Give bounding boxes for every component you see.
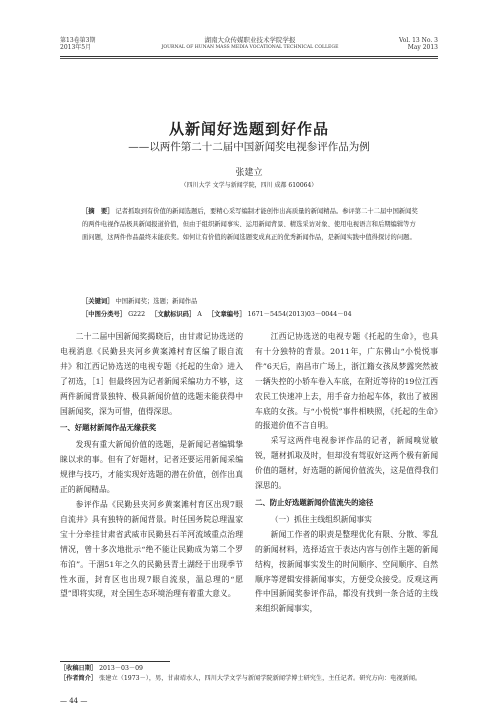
author-affiliation: （四川大学 文学与新闻学院，四川 成都 610064） — [180, 182, 318, 189]
header-rule — [60, 56, 438, 57]
clc-label: ［中图分类号］ — [82, 311, 127, 318]
footnote — [60, 664, 440, 683]
section-heading-1: 一、好题材新闻作品无缘获奖 — [60, 423, 157, 433]
footnote-rule — [60, 661, 170, 662]
paragraph: 二十二届中国新闻奖揭晓后，由甘肃记协选送的电视消息《民勤县夹河乡黄案滩村育区编了眼自流井》和江西记协选送的电视专题《托起的生命》进入了初选，［1］但最终因为记者新闻采编功力不够，这两件新闻背景独特、极具新闻价值的选题未能获得中国新闻奖，深为可惜，值得深思。 — [60, 332, 243, 416]
keywords — [82, 295, 420, 308]
author-name: 张建立 — [235, 168, 263, 178]
author-bio-line — [60, 674, 440, 684]
journal-issue-left — [60, 37, 95, 51]
author-bio: 张建立（1973－），男，甘肃靖水人，四川大学文学与新闻学院新闻学博士研究生，主任记者。研究方向：电视新闻。 — [99, 674, 422, 682]
article-subtitle: ——以两件第二十二届中国新闻奖电视参评作品为例 — [128, 141, 370, 153]
journal-name-block — [150, 37, 350, 51]
publication-date-en: May 2013 — [407, 44, 438, 51]
bio-label: ［作者简介］ — [60, 674, 98, 682]
page-number: — 44 — — [60, 697, 88, 705]
abstract-text: 记者抓取到有价值的新闻选题后，要精心采写编制才能创作出高质量的新闻精品。参评第二十二届中国新闻奖的两件电视作品极具新闻报道价值，但由于组织新闻事实、运用新闻背景、精选采访对象、使用电视语言和后期编辑等方面问题，这两件作品最终未能获奖。如何让有价值的新闻选题变成真正的优秀新闻作品，是新闻实践中值得探讨的问题。 — [82, 208, 418, 241]
classification-line — [82, 308, 420, 321]
body-column-left — [60, 330, 243, 602]
header-rule-thin — [60, 58, 438, 59]
received-date-line — [60, 664, 440, 674]
keywords-label: ［关键词］ — [82, 298, 114, 305]
section-heading-2: 二、防止好选题新闻价值流失的途径 — [255, 497, 374, 507]
clc-value: G222 — [128, 311, 146, 318]
volume-issue: 第13卷第3期 — [60, 37, 96, 44]
doc-value: A — [197, 311, 202, 318]
doc-label: ［文献标识码］ — [151, 311, 196, 318]
article-title: 从新闻好选题到好作品 — [168, 120, 329, 138]
journal-issue-right — [399, 37, 438, 51]
received-label: ［收稿日期］ — [60, 665, 98, 672]
paragraph: 采写这两件电视参评作品的记者，新闻嗅觉敏锐，题材抓取及时，但却没有驾驭好这两个极有新闻价值的题材，好选题的新闻价值流失，这是值得我们深思的。 — [255, 436, 438, 491]
abstract-label: ［摘 要］ — [82, 208, 114, 215]
article-id-value: 1671－5454(2013)03－0044－04 — [247, 311, 352, 318]
paragraph: 参评作品《民勤县夹河乡黄案滩村育区出现7眼自流井》具有独特的新闻背景。时任国务院总理温家宝十分牵挂甘肃省武威市民勤县石羊河流域重点治理情况，曾十多次地批示“绝不能让民勤成为第二个罗布泊”。干涸51年之久的民勤县青土湖经于出现季节性水面，封育区也出现7眼自流泉，温总理的“愿望”即将实现，对全国生态环境治理有着重大意义。 — [60, 499, 243, 599]
publication-date: 2013年5月 — [60, 44, 92, 51]
article-id-label: ［文章编号］ — [207, 311, 246, 318]
body-column-right — [255, 330, 438, 617]
paragraph: 发现有重大新闻价值的选题，是新闻记者编辑挚睐以求的事。但有了好题材，记者还要运用新闻采编规律与技巧，才能实现好选题的潜在价值，创作出真正的新闻精品。 — [60, 440, 243, 495]
paragraph: 江西记协选送的电视专题《托起的生命》，也具有十分独特的背景。2011年，广东佛山“小悦悦事件”6天后，南昌市广场上，浙江籍女孩凤梦露突然被一辆失控的小轿车卷入车底，在附近等待的19位江西农民工快速冲上去，用手奋力抬起车体，救出了被困车底的女孩。与“小悦悦”事件相映照，《托起的生命》的报道价值不言自明。 — [255, 332, 438, 431]
received-date: 2013－03－09 — [99, 665, 143, 672]
journal-name-cn: 湖南大众传媒职业技术学院学报 — [204, 36, 296, 44]
paragraph: 新闻工作者的职责是整理优化有限、分散、零乱的新闻材料，选择适宜于表达内容与创作主题的新闻结构，按新闻事实发生的时间顺序、空间顺序、自然顺序等逻辑安排新闻事实，方便受众接受。反观这两件中国新闻奖参评作品，都没有找到一条合适的主线来组织新闻事实， — [255, 529, 438, 614]
journal-name-en: JOURNAL OF HUNAN MASS MEDIA VOCATIONAL TECHNICAL COLLEGE — [161, 45, 339, 50]
subsection-heading-1: （一）抓住主线组织新闻事实 — [270, 514, 372, 524]
abstract — [82, 206, 420, 244]
keywords-text: 中国新闻奖；选题；新闻作品 — [115, 298, 198, 305]
volume-issue-en: Vol. 13 No. 3 — [398, 37, 438, 44]
